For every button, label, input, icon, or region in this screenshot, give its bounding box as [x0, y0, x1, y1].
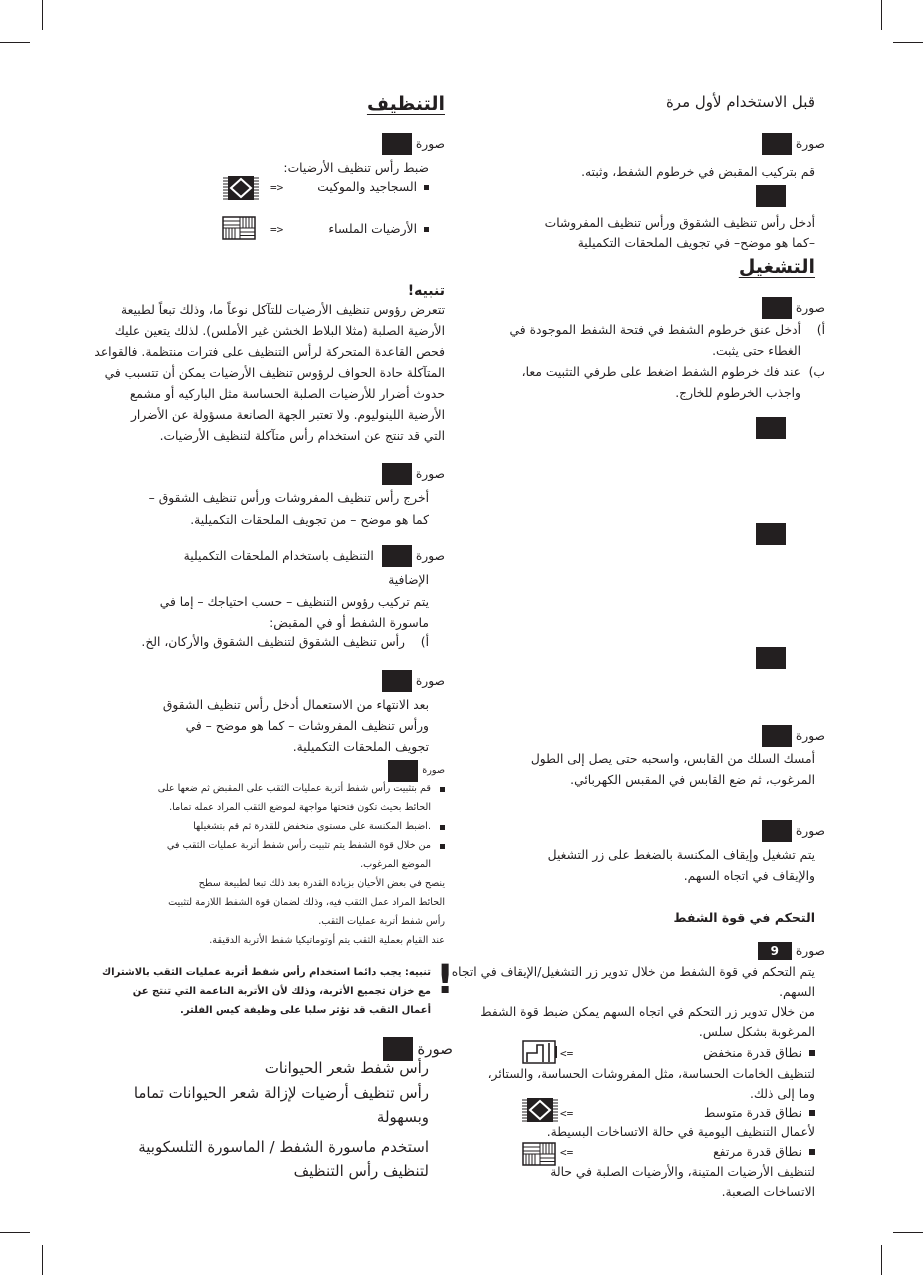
- figure-number-box: [762, 820, 792, 842]
- figure-number-box: [382, 133, 412, 155]
- drill-bullet: [167, 838, 445, 854]
- list-item-text: عند فك خرطوم الشفط اضغط على طرفي التثبيت معا،: [521, 365, 801, 379]
- figure-label-text: صورة: [795, 824, 825, 838]
- figure-label: [758, 941, 825, 961]
- power-level-label: نطاق قدرة منخفض: [703, 1046, 802, 1060]
- figure-label-text: صورة: [415, 467, 445, 481]
- bullet-icon: [440, 787, 445, 792]
- warning-text: التي قد تنتج عن استخدام رأس متآكلة لتنظيف الأرضيات.: [159, 429, 445, 443]
- figure-number-box: [388, 760, 418, 782]
- body-text: والإيقاف في اتجاه السهم.: [683, 869, 815, 883]
- body-text: بعد الانتهاء من الاستعمال أدخل رأس تنظيف الشقوق: [162, 698, 429, 712]
- bullet-icon: [809, 1149, 815, 1155]
- floor-option-carpet: [317, 177, 429, 197]
- body-text: كما هو موضح – من تجويف الملحقات التكميلية.: [190, 513, 429, 527]
- pet-hair-title: رأس شفط شعر الحيوانات: [264, 1059, 429, 1077]
- power-level-desc: الاتساخات الصعبة.: [721, 1185, 815, 1199]
- figure-label: [762, 297, 825, 319]
- bullet-icon: [424, 185, 429, 190]
- step-text: قم بتركيب المقبض في خرطوم الشفط، وثبته.: [581, 165, 815, 179]
- body-text: وبسهولة: [376, 1108, 429, 1126]
- drill-warning-text: مع خزان تجميع الأتربة، وذلك لأن الأتربة الناعمة التي تنتج عن: [132, 986, 431, 997]
- carpet-icon: [522, 1097, 558, 1123]
- figure-label: [382, 463, 445, 485]
- bullet-text: من خلال قوة الشفط يتم تثبيت رأس شفط أتربة عمليات الثقب في: [166, 840, 431, 851]
- figure-number-box: [756, 185, 786, 207]
- section-title-before-first-use: قبل الاستخدام لأول مرة: [665, 93, 815, 111]
- body-text: لتنظيف رأس التنظيف: [293, 1162, 429, 1180]
- body-text: عند القيام بعملية الثقب يتم أوتوماتيكيا شفط الأتربة الدقيقة.: [209, 935, 445, 946]
- figure-label-text: صورة: [417, 1039, 453, 1058]
- carpet-icon: [223, 175, 259, 201]
- figure-label: [382, 133, 445, 155]
- warning-text: تتعرض رؤوس تنظيف الأرضيات للتآكل نوعاً ما، وذلك تبعاً لطبيعة: [121, 303, 445, 317]
- bullet-text: قم بتثبيت رأس شفط أتربة عمليات الثقب على المقبض ثم ضعها على: [157, 783, 431, 794]
- step-text: –كما هو موضح– في تجويف الملحقات التكميلية: [577, 236, 815, 250]
- warning-text: حدوث أضرار للأرضيات الصلبة الحساسة مثل الباركيه أو مشمع: [129, 387, 445, 401]
- body-text: السهم.: [779, 985, 815, 999]
- bullet-icon: [424, 227, 429, 232]
- list-item-text: أدخل عنق خرطوم الشفط في فتحة الشفط الموجودة في: [509, 323, 801, 337]
- floor-option-label: السجاجيد والموكيت: [317, 180, 417, 194]
- bullet-text: الحائط بحيث تكون فتحتها مواجهة لموضع الثقب المراد عمله تماما.: [169, 802, 431, 813]
- section-title-operation: التشغيل: [738, 256, 815, 278]
- arrow-text: <=: [560, 1146, 574, 1159]
- warning-text: فحص القاعدة المتحركة لرأس التنظيف على فترات منتظمة. فالقواعد: [94, 345, 445, 359]
- body-text: المرغوبة بشكل سلس.: [698, 1025, 815, 1039]
- body-text: ماسورة الشفط أو في المقبض:: [269, 616, 429, 630]
- power-level-desc: لتنظيف الخامات الحساسة، مثل المفروشات الحساسة، والستائر،: [487, 1067, 815, 1081]
- body-text: ينصح في بعض الأحيان بزيادة القدرة بعد ذلك تبعا لطبيعة سطح: [198, 878, 445, 889]
- arrow-text: <=: [560, 1107, 574, 1120]
- section-title-cleaning: التنظيف: [366, 93, 445, 115]
- body-text: يتم التحكم في قوة الشفط من خلال تدوير زر التشغيل/الإيقاف في اتجاه: [451, 965, 815, 979]
- hard-floor-icon: [222, 216, 256, 240]
- accessories-title: التنظيف باستخدام الملحقات التكميلية: [183, 549, 374, 563]
- bullet-icon: [809, 1050, 815, 1056]
- power-level-desc: لتنظيف الأرضيات المتينة، والأرضيات الصلبة في حالة: [550, 1165, 815, 1179]
- figure-number-box: [382, 545, 412, 567]
- figure-label-text: صورة: [795, 944, 825, 958]
- power-level-low: [703, 1043, 815, 1063]
- warning-text: المتآكلة حادة الحواف لرؤوس تنظيف الأرضيات يمكن أن تتسبب في: [104, 366, 445, 380]
- warning-title: تنبيه!: [407, 283, 445, 299]
- body-text: ضبط رأس تنظيف الأرضيات:: [283, 161, 429, 175]
- drill-warning-text: أعمال الثقب قد تؤثر سلبا على وظيفة كيس الفلتر.: [180, 1005, 431, 1016]
- section-title-suction-control: التحكم في قوة الشفط: [673, 910, 815, 925]
- list-item-text: واجذب الخرطوم للخارج.: [675, 386, 801, 400]
- body-text: الحائط المراد عمل الثقب فيه، وذلك لضمان قوة الشفط اللازمة لتثبيت: [168, 897, 445, 908]
- body-text: تجويف الملحقات التكميلية.: [292, 740, 429, 754]
- figure-number-box: [762, 725, 792, 747]
- figure-number-badge: 9: [758, 942, 792, 960]
- figure-label-text: صورة: [795, 137, 825, 151]
- figure-label-text: صورة: [795, 301, 825, 315]
- bullet-text: الموضع المرغوب.: [360, 859, 431, 870]
- body-text: أخرج رأس تنظيف المفروشات ورأس تنظيف الشقوق –: [148, 491, 429, 505]
- body-text: رأس تنظيف أرضيات لإزالة شعر الحيوانات تماما: [133, 1084, 429, 1102]
- list-item-text: الغطاء حتى يثبت.: [712, 344, 801, 358]
- figure-label: [762, 725, 825, 747]
- power-level-desc: وما إلى ذلك.: [750, 1087, 815, 1101]
- body-text: المرغوب، ثم ضع القابس في المقبس الكهربائي.: [570, 773, 815, 787]
- crop-mark: [893, 42, 923, 43]
- crop-mark: [881, 0, 882, 30]
- crop-mark: [893, 1232, 923, 1233]
- floor-option-hard: [328, 219, 429, 239]
- figure-label-text: صورة: [415, 674, 445, 688]
- figure-number-box: [762, 133, 792, 155]
- warning-text: الأرضية اللينوليوم. ولا تعتبر الجهة الصانعة مسؤولة عن الأضرار: [130, 408, 445, 422]
- body-text: رأس شفط أتربة عمليات الثقب.: [318, 916, 445, 927]
- power-level-medium: [704, 1103, 815, 1123]
- warning-text: الأرضية الصلبة (مثلا البلاط الخشن غير الأملس). لذلك يتعين عليك: [114, 324, 445, 338]
- drill-bullet: [158, 781, 445, 797]
- body-text: ورأس تنظيف المفروشات – كما هو موضح – في: [185, 719, 429, 733]
- bullet-icon: [809, 1110, 815, 1116]
- drill-warning-text: تنبيه: يجب دائما استخدام رأس شفط أتربة عمليات الثقب بالاشتراك: [102, 967, 431, 978]
- figure-number-box: [756, 523, 786, 545]
- figure-number-box: [382, 463, 412, 485]
- body-text: يتم تشغيل وإيقاف المكنسة بالضغط على زر التشغيل: [547, 848, 815, 862]
- curtain-icon: [522, 1040, 558, 1064]
- drill-bullet: [193, 819, 445, 835]
- bullet-icon: [440, 825, 445, 830]
- power-level-label: نطاق قدرة متوسط: [704, 1106, 802, 1120]
- figure-label-text: صورة: [422, 765, 445, 776]
- body-text: من خلال تدوير زر التحكم في اتجاه السهم يمكن ضبط قوة الشفط: [480, 1005, 815, 1019]
- figure-number-box: [382, 670, 412, 692]
- figure-label-text: صورة: [415, 137, 445, 151]
- figure-label: [382, 670, 445, 692]
- crop-mark: [0, 1232, 30, 1233]
- arrow-text: =>: [270, 181, 284, 194]
- body-text: استخدم ماسورة الشفط / الماسورة التلسكوبية: [138, 1138, 429, 1156]
- crop-mark: [42, 0, 43, 30]
- power-level-desc: لأعمال التنظيف اليومية في حالة الاتساخات البسيطة.: [546, 1125, 815, 1139]
- list-marker: ب): [808, 365, 825, 379]
- bullet-icon: [440, 844, 445, 849]
- body-text: أمسك السلك من القابس، واسحبه حتى يصل إلى الطول: [530, 752, 815, 766]
- step-text: أدخل رأس تنظيف الشقوق ورأس تنظيف المفروشات: [544, 216, 815, 230]
- figure-label: [388, 760, 445, 782]
- arrow-text: <=: [560, 1047, 574, 1060]
- crop-mark: [0, 42, 30, 43]
- arrow-text: =>: [270, 223, 284, 236]
- figure-label-text: صورة: [415, 549, 445, 563]
- list-item-text: رأس تنظيف الشقوق لتنظيف الشقوق والأركان، الخ.: [141, 635, 405, 649]
- list-marker: أ): [816, 323, 825, 337]
- crop-mark: [42, 1245, 43, 1275]
- accessories-title: الإضافية: [388, 573, 429, 587]
- floor-option-label: الأرضيات الملساء: [328, 222, 417, 236]
- crop-mark: [881, 1245, 882, 1275]
- figure-label: [762, 820, 825, 842]
- power-level-label: نطاق قدرة مرتفع: [713, 1145, 802, 1159]
- bullet-text: اضبط المكنسة على مستوى منخفض للقدرة ثم قم بتشغيلها.: [193, 821, 431, 832]
- figure-number-box: [756, 417, 786, 439]
- exclamation-icon: !: [436, 957, 455, 1003]
- figure-label: [762, 133, 825, 155]
- list-marker: أ): [420, 635, 429, 649]
- figure-number-box: [756, 647, 786, 669]
- figure-label-text: صورة: [795, 729, 825, 743]
- figure-label: [184, 545, 445, 567]
- figure-number-box: [762, 297, 792, 319]
- body-text: يتم تركيب رؤوس التنظيف – حسب احتياجك – إما في: [159, 595, 429, 609]
- power-level-high: [713, 1142, 815, 1162]
